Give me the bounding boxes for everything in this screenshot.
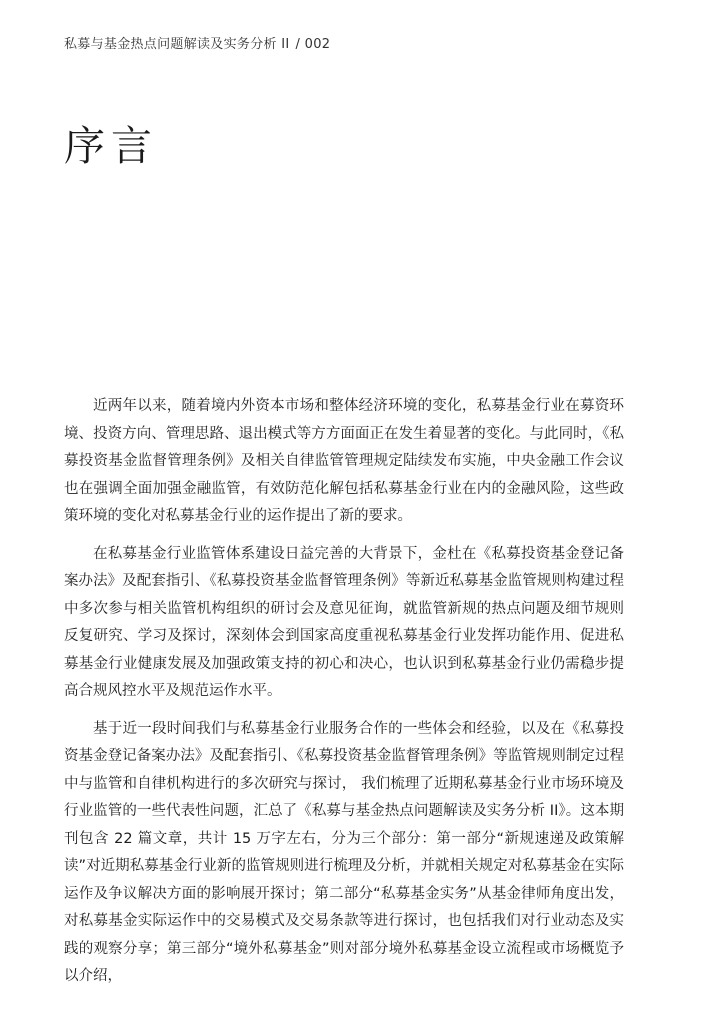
- paragraph: 基于近一段时间我们与私募基金行业服务合作的一些体会和经验，以及在《私募投资基金登记备案办法》及配套指引、《私募投资基金监督管理条例》等监管规则制定过程中与监管和自律机构进行的多次研究与探讨， 我们梳理了近期私募基金行业市场环境及行业监管的一些代表性问题，汇总了《私募与基金热点问题解读及实务分析 II》。这本期刊包含 22 篇文章，共计 15 万字左右，分为三个部分：第一部分“新规速递及政策解读”对近期私募基金行业新的监管规则进行梳理及分析，并就相关规定对私募基金在实际运作及争议解决方面的影响展开探讨；第二部分“私募基金实务”从基金律师角度出发，对私募基金实际运作中的交易模式及交易条款等进行探讨，也包括我们对行业动态及实践的观察分享；第三部分“境外私募基金”则对部分境外私募基金设立流程或市场概览予以介绍，: [64, 720, 624, 984]
- book-title: 私募与基金热点问题解读及实务分析 II: [64, 37, 290, 52]
- paragraph: 近两年以来，随着境内外资本市场和整体经济环境的变化，私募基金行业在募资环境、投资方向、管理思路、退出模式等方方面面正在发生着显著的变化。与此同时，《私募投资基金监督管理条例》及相关自律监管管理规定陆续发布实施，中央金融工作会议也在强调全面加强金融监管，有效防范化解包括私募基金行业在内的金融风险，这些政策环境的变化对私募基金行业的运作提出了新的要求。: [64, 398, 624, 524]
- page-number: / 002: [295, 37, 331, 52]
- body-text: [64, 393, 624, 1001]
- running-header: [64, 33, 330, 52]
- page-title: 序言: [64, 122, 158, 170]
- paragraph: 在私募基金行业监管体系建设日益完善的大背景下，金杜在《私募投资基金登记备案办法》及配套指引、《私募投资基金监督管理条例》等新近私募基金监管规则构建过程中多次参与相关监管机构组织的研讨会及意见征询，就监管新规的热点问题及细节规则反复研究、学习及探讨，深刻体会到国家高度重视私募基金行业发挥功能作用、促进私募基金行业健康发展及加强政策支持的初心和决心，也认识到私募基金行业仍需稳步提高合规风控水平及规范运作水平。: [64, 545, 624, 699]
